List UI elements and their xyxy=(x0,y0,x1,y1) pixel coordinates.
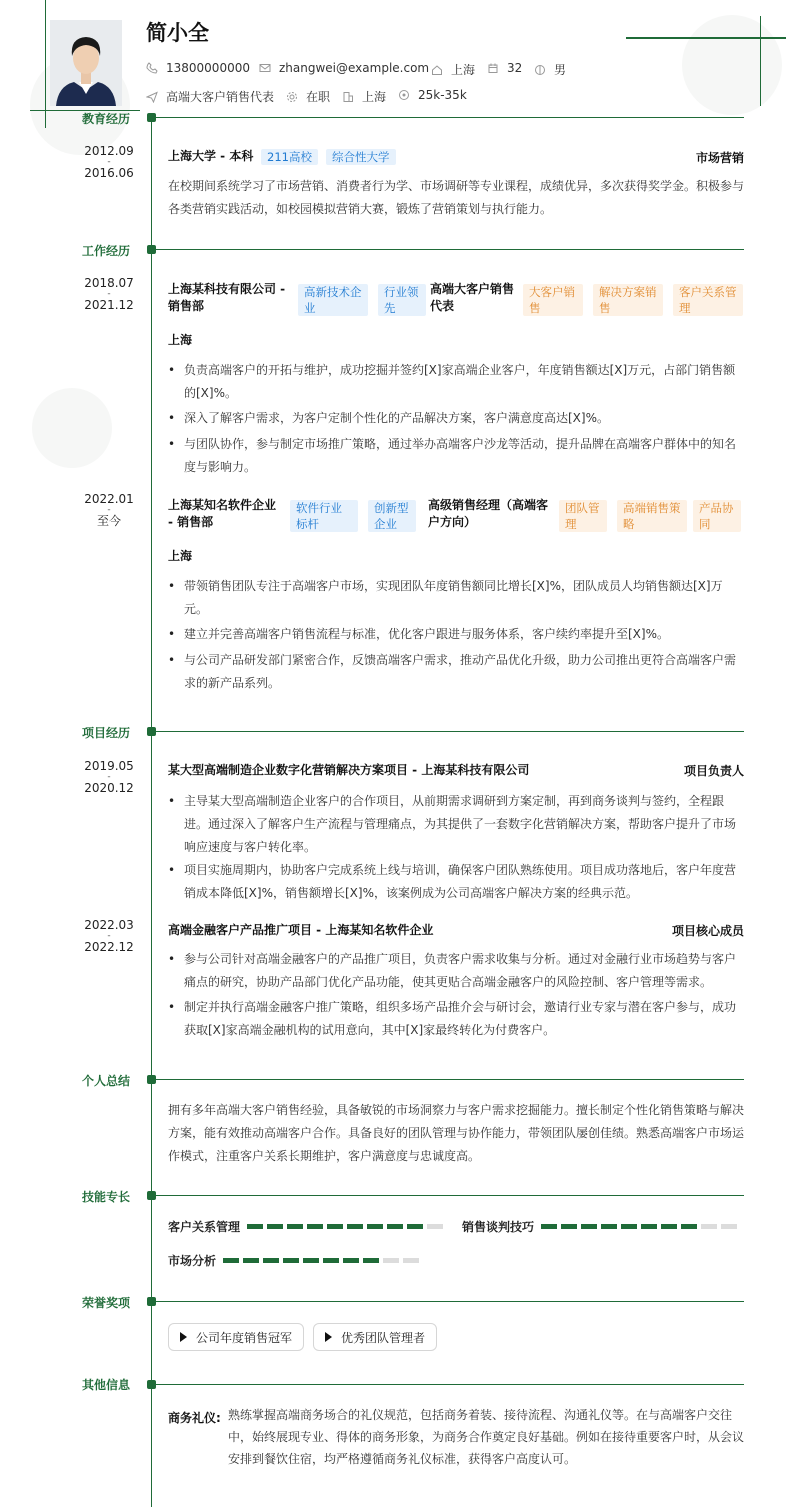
section-divider xyxy=(156,1384,744,1385)
skill-level-segment xyxy=(327,1224,343,1229)
skill-level-segment xyxy=(343,1258,359,1263)
skill-level-segment xyxy=(363,1258,379,1263)
salary-value: 25k-35k xyxy=(418,88,467,102)
gender xyxy=(534,61,566,78)
section-marker xyxy=(147,727,156,736)
section-divider xyxy=(156,1195,744,1196)
other-text: 熟练掌握高端商务场合的礼仪规范，包括商务着装、接待流程、沟通礼仪等。在与高端客户交往中，始终展现专业、得体的商务形象，为商务合作奠定良好基础。例如在接待重要客户时，从会议安排到餐饮住宿，均严格遵循商务礼仪标准，获得客户高度认可。 xyxy=(228,1408,745,1466)
role-tag: 产品协同 xyxy=(693,500,741,532)
skill-level-segment xyxy=(283,1258,299,1263)
skill-level-segment xyxy=(621,1224,637,1229)
employment-status xyxy=(286,88,330,105)
target-city-value: 上海 xyxy=(362,90,387,104)
job-city: 上海 xyxy=(168,333,193,347)
job-bullet: • 带领销售团队专注于高端客户市场，实现团队年度销售额同比增长[X]%，团队成员人均销售额达[X]万元。 xyxy=(168,575,744,621)
project-bullet: • 主导某大型高端制造企业客户的合作项目，从前期需求调研到方案定制，再到商务谈判与签约，全程跟进。通过深入了解客户生产流程与管理痛点，为其提供了一套数字化营销解决方案，帮助客户提升了市场响应速度与客户转化率。 xyxy=(168,790,744,859)
skill-level-segment xyxy=(223,1258,239,1263)
date-start: 2022.03 xyxy=(84,918,134,932)
job-bullet: • 建立并完善高端客户销售流程与标准，优化客户跟进与服务体系，客户续约率提升至[X]%。 xyxy=(168,623,744,646)
skill-level-segment xyxy=(681,1224,697,1229)
date-start: 2012.09 xyxy=(84,144,134,158)
role-tag: 大客户销售 xyxy=(523,284,583,316)
mail-icon xyxy=(259,62,271,74)
job-bullet: • 负责高端客户的开拓与维护，成功挖掘并签约[X]家高端企业客户，年度销售额达[X]万元，占部门销售额的[X]%。 xyxy=(168,359,744,405)
project-bullet: • 项目实施周期内，协助客户完成系统上线与培训，确保客户团队熟练使用。项目成功落地后，客户年度营销成本降低[X]%，销售额增长[X]%，该案例成为公司高端客户解决方案的经典示范。 xyxy=(168,859,744,905)
company-tag: 创新型企业 xyxy=(368,500,416,532)
award-label: 公司年度销售冠军 xyxy=(196,1330,293,1345)
education-dates: 2012.09 - 2016.06 xyxy=(84,144,134,180)
company-tag: 软件行业标杆 xyxy=(290,500,358,532)
skill-name: 销售谈判技巧 xyxy=(462,1220,535,1234)
skill-level-segment xyxy=(661,1224,677,1229)
email-value: zhangwei@example.com xyxy=(279,61,430,75)
phone-value: 13800000000 xyxy=(166,61,250,75)
project-name: 高端金融客户产品推广项目 - 上海某知名软件企业 xyxy=(168,923,434,937)
skill-level-segment xyxy=(701,1224,717,1229)
company-name: 上海某科技有限公司 - 销售部 xyxy=(168,282,286,313)
location-value: 上海 xyxy=(451,63,476,77)
skill-level-segment xyxy=(287,1224,303,1229)
skill-level-segment xyxy=(303,1258,319,1263)
job-dates: 2022.01 - 至今 xyxy=(84,492,134,528)
job-title: 高级销售经理（高端客户方向） xyxy=(428,498,549,529)
school-tag: 211高校 xyxy=(261,149,318,165)
decor-line xyxy=(45,0,46,128)
skill-name: 客户关系管理 xyxy=(168,1220,241,1234)
job-bullet: • 与团队协作，参与制定市场推广策略，通过举办高端客户沙龙等活动，提升品牌在高端客户群体中的知名度与影响力。 xyxy=(168,433,744,479)
gender-value: 男 xyxy=(554,63,567,77)
section-divider xyxy=(156,117,744,118)
skill-level-segment xyxy=(641,1224,657,1229)
date-end: 2016.06 xyxy=(84,166,134,180)
play-icon xyxy=(325,1332,332,1342)
date-start: 2019.05 xyxy=(84,759,134,773)
job-title: 高端大客户销售代表 xyxy=(430,282,515,313)
play-icon xyxy=(180,1332,187,1342)
skill-level-segment xyxy=(267,1224,283,1229)
skill-level-segment xyxy=(243,1258,259,1263)
skill-level-segment xyxy=(367,1224,383,1229)
salary xyxy=(398,88,467,102)
skill-level-bar xyxy=(541,1224,737,1229)
skill-level-segment xyxy=(541,1224,557,1229)
skill-level-segment xyxy=(307,1224,323,1229)
decor-circle-right xyxy=(682,15,782,115)
email xyxy=(259,61,429,75)
skill-level-segment xyxy=(721,1224,737,1229)
section-title-projects: 项目经历 xyxy=(81,726,130,740)
section-title-skills: 技能专长 xyxy=(81,1190,130,1204)
job-bullet: • 与公司产品研发部门紧密合作，反馈高端客户需求，推动产品优化升级，助力公司推出更符合高端客户需求的新产品系列。 xyxy=(168,649,744,695)
gender-icon xyxy=(534,64,546,76)
section-marker xyxy=(147,1380,156,1389)
status-value: 在职 xyxy=(306,90,331,104)
date-start: 2018.07 xyxy=(84,276,134,290)
location xyxy=(431,61,475,78)
skill-level-segment xyxy=(387,1224,403,1229)
target-role-value: 高端大客户销售代表 xyxy=(166,90,275,104)
role-tag: 团队管理 xyxy=(559,500,607,532)
skill-level-segment xyxy=(561,1224,577,1229)
summary-text: 拥有多年高端大客户销售经验，具备敏锐的市场洞察力与客户需求挖掘能力。擅长制定个性化销售策略与解决方案，能有效推动高端客户合作。具备良好的团队管理与协作能力，带领团队屡创佳绩。熟悉高端客户市场运作模式，注重客户关系长期维护，客户满意度与忠诚度高。 xyxy=(168,1103,745,1163)
skill-level-segment xyxy=(403,1258,419,1263)
section-marker xyxy=(147,245,156,254)
skill-level-bar xyxy=(247,1224,443,1229)
gear-icon xyxy=(286,91,298,103)
section-marker xyxy=(147,1075,156,1084)
target-role xyxy=(146,88,274,105)
project-dates: 2022.03 - 2022.12 xyxy=(84,918,134,954)
company-tag: 高新技术企业 xyxy=(298,284,368,316)
date-end: 2022.12 xyxy=(84,940,134,954)
date-start: 2022.01 xyxy=(84,492,134,506)
job-city: 上海 xyxy=(168,549,193,563)
section-title-education: 教育经历 xyxy=(81,112,130,126)
education-description: 在校期间系统学习了市场营销、消费者行为学、市场调研等专业课程，成绩优异，多次获得奖学金。积极参与各类营销实践活动，如校园模拟营销大赛，锻炼了营销策划与执行能力。 xyxy=(168,179,745,216)
school-tag: 综合性大学 xyxy=(326,149,396,165)
project-bullet: • 参与公司针对高端金融客户的产品推广项目，负责客户需求收集与分析。通过对金融行业市场趋势与客户痛点的研究，协助产品部门优化产品功能，使其更贴合高端金融客户的风险控制、客户管理等需求。 xyxy=(168,948,744,994)
phone xyxy=(146,61,250,75)
coin-icon xyxy=(398,89,410,101)
skill-level-segment xyxy=(263,1258,279,1263)
award-label: 优秀团队管理者 xyxy=(341,1330,426,1345)
skill-level-segment xyxy=(347,1224,363,1229)
skill-level-segment xyxy=(407,1224,423,1229)
calendar-icon xyxy=(487,62,499,74)
section-title-summary: 个人总结 xyxy=(81,1074,130,1088)
section-divider xyxy=(156,731,744,732)
section-marker xyxy=(147,1191,156,1200)
skill-level-segment xyxy=(427,1224,443,1229)
home-icon xyxy=(431,64,443,76)
phone-icon xyxy=(146,62,158,74)
skill-level-segment xyxy=(383,1258,399,1263)
job-dates: 2018.07 - 2021.12 xyxy=(84,276,134,312)
project-role: 项目核心成员 xyxy=(671,924,744,938)
skill-level-segment xyxy=(601,1224,617,1229)
section-divider xyxy=(156,1301,744,1302)
job-bullet: • 深入了解客户需求，为客户定制个性化的产品解决方案，客户满意度高达[X]%。 xyxy=(168,407,744,430)
section-title-awards: 荣誉奖项 xyxy=(81,1296,130,1310)
other-label: 商务礼仪: xyxy=(168,1411,221,1425)
company-name: 上海某知名软件企业 - 销售部 xyxy=(168,498,277,529)
section-marker xyxy=(147,113,156,122)
skill-level-segment xyxy=(581,1224,597,1229)
age-value: 32 xyxy=(507,61,523,75)
school-name: 上海大学 - 本科 xyxy=(168,149,254,163)
target-city xyxy=(342,88,386,105)
decor-line xyxy=(760,16,761,106)
section-divider xyxy=(156,249,744,250)
candidate-name: 简小全 xyxy=(146,21,209,45)
section-title-other: 其他信息 xyxy=(81,1378,130,1392)
award-item xyxy=(168,1323,304,1351)
date-end: 2021.12 xyxy=(84,298,134,312)
skill-name: 市场分析 xyxy=(168,1254,217,1268)
send-icon xyxy=(146,91,158,103)
project-dates: 2019.05 - 2020.12 xyxy=(84,759,134,795)
skill-level-segment xyxy=(323,1258,339,1263)
skill-level-segment xyxy=(247,1224,263,1229)
section-marker xyxy=(147,1297,156,1306)
major: 市场营销 xyxy=(695,151,744,165)
role-tag: 高端销售策略 xyxy=(617,500,687,532)
role-tag: 解决方案销售 xyxy=(593,284,663,316)
section-divider xyxy=(156,1079,744,1080)
award-item xyxy=(313,1323,437,1351)
date-end: 2020.12 xyxy=(84,781,134,795)
project-bullet: • 制定并执行高端金融客户推广策略，组织多场产品推介会与研讨会，邀请行业专家与潜在客户参与，成功获取[X]家高端金融机构的试用意向，其中[X]家最终转化为付费客户。 xyxy=(168,996,744,1042)
skill-level-bar xyxy=(223,1258,419,1263)
project-role: 项目负责人 xyxy=(683,764,744,778)
age xyxy=(487,61,522,75)
avatar xyxy=(50,20,122,106)
section-title-work: 工作经历 xyxy=(81,244,130,258)
building-icon xyxy=(342,91,354,103)
company-tag: 行业领先 xyxy=(378,284,426,316)
date-end: 至今 xyxy=(96,514,121,528)
role-tag: 客户关系管理 xyxy=(673,284,743,316)
project-name: 某大型高端制造企业数字化营销解决方案项目 - 上海某科技有限公司 xyxy=(168,763,530,777)
decor-circle-mid xyxy=(32,388,112,468)
decor-line xyxy=(626,37,786,39)
